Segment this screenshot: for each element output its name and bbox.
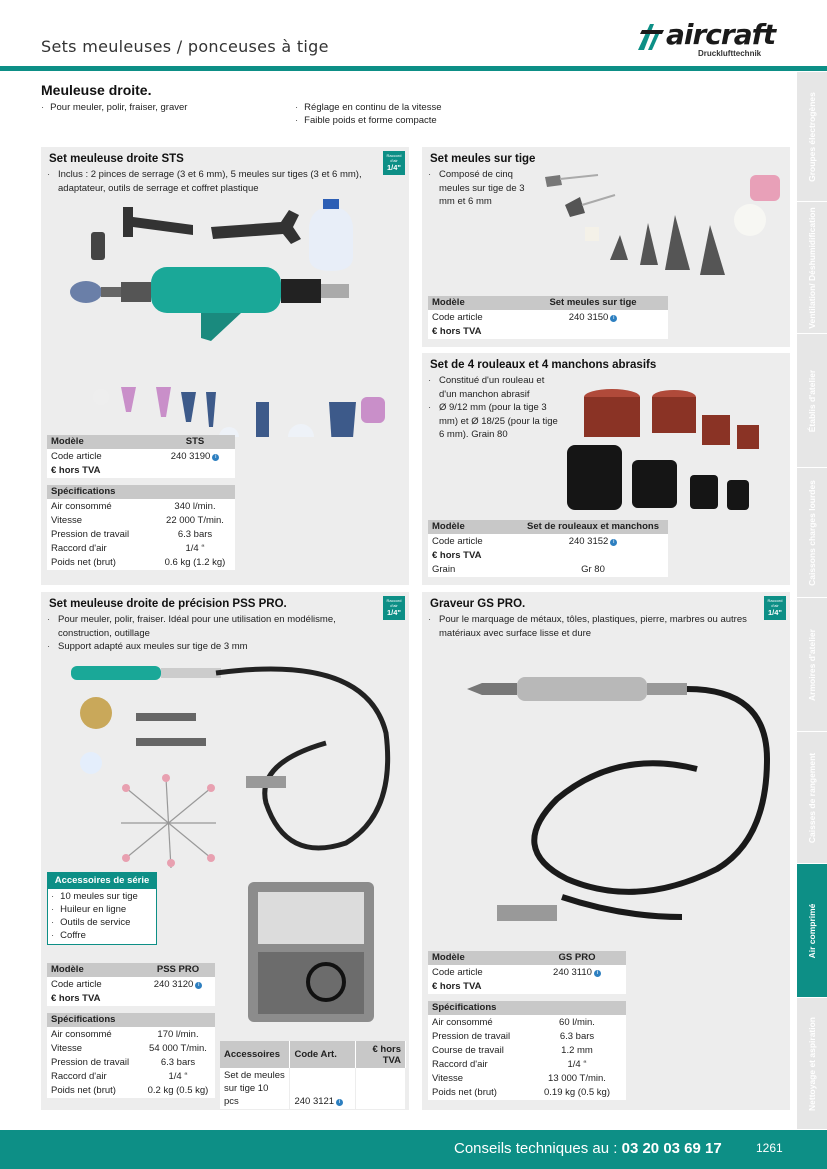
accessory-item: · Huileur en ligne	[51, 903, 153, 916]
accessories-box	[47, 872, 157, 945]
rouleaux-panel	[422, 353, 790, 585]
logo-mark-icon	[636, 22, 666, 52]
intro-right-list	[295, 101, 442, 127]
gs-table: Modèle GS PRO Code article 240 3110 i € hors TVA Spécifications Air consommé 60 l/min. Pression de travail 6.3 bars Course de travail 1.2 mm Raccord d'air 1/4 “ Vitesse 13 000 T/min. Poids net (brut) 0.19 kg (0.5 kg)	[428, 951, 626, 1100]
sts-title: Set meuleuse droite STS	[49, 153, 184, 165]
intro-bullet: · Pour meuler, polir, fraiser, graver	[41, 101, 187, 114]
page-footer	[0, 1130, 827, 1169]
gs-bullet: · Pour le marquage de métaux, tôles, plastiques, pierre, marbres ou autres matériaux avec surface lisse et dure	[428, 613, 758, 640]
pss-bullet: · Pour meuler, polir, fraiser. Idéal pour une utilisation en modélisme, construction, outillage	[47, 613, 347, 640]
pss-case-image	[246, 877, 376, 1027]
rouleaux-bullet: · Ø 9/12 mm (pour la tige 3 mm) et Ø 18/25 (pour la tige 6 mm). Grain 80	[428, 401, 563, 442]
sidebar-item-label: Ventilation/ Déshumidification	[807, 206, 817, 329]
meules-panel	[422, 147, 790, 347]
sidebar-item-nettoyage[interactable]	[797, 998, 827, 1130]
accessory-item: · 10 meules sur tige	[51, 890, 153, 903]
logo-subtitle: Drucklufttechnik	[698, 49, 762, 58]
air-connection-badge: Raccord d'air 1/4"	[764, 596, 786, 620]
meules-bullet: · Composé de cinq meules sur tige de 3 mm et 6 mm	[428, 168, 538, 209]
rouleaux-bullet: · Constitué d'un rouleau et d'un manchon abrasif	[428, 374, 563, 401]
rouleaux-description	[428, 374, 563, 442]
intro-bullet: · Faible poids et forme compacte	[295, 114, 442, 127]
info-icon[interactable]: i	[336, 1099, 343, 1106]
sts-bullet: · Inclus : 2 pinces de serrage (3 et 6 mm), 5 meules sur tiges (3 et 6 mm), adaptateur, outils de serrage et coffret plastique	[47, 168, 367, 195]
sidebar-item-label: Établis d'atelier	[807, 369, 817, 432]
sidebar-item-armoires[interactable]	[797, 598, 827, 732]
page-number: 1261	[756, 1141, 783, 1155]
sidebar-item-caisses[interactable]	[797, 732, 827, 864]
info-icon[interactable]: i	[610, 315, 617, 322]
sts-panel	[41, 147, 409, 585]
sidebar	[797, 72, 827, 1130]
pss-panel	[41, 592, 409, 1110]
sidebar-item-label: Caisses de rangement	[807, 752, 817, 843]
rouleaux-product-image	[562, 385, 787, 515]
accessories-box-title: Accessoires de série	[48, 873, 156, 889]
technical-advice-label: Conseils techniques au :	[454, 1140, 618, 1157]
sidebar-item-label: Nettoyage et aspiration	[807, 1016, 817, 1111]
sts-table: Modèle STS Code article 240 3190 i € hors TVA Spécifications Air consommé 340 l/min. Vitesse 22 000 T/min. Pression de travail 6.3 bars Raccord d'air 1/4 “ Poids net (brut) 0.6 kg (1.2 kg)	[47, 435, 235, 570]
gs-panel	[422, 592, 790, 1110]
pss-description	[47, 613, 347, 654]
sidebar-item-air-comprime[interactable]	[797, 864, 827, 998]
technical-advice	[454, 1140, 722, 1157]
meules-product-image	[540, 165, 785, 295]
gs-description	[428, 613, 758, 640]
sidebar-item-caissons[interactable]	[797, 468, 827, 598]
accessory-item: · Coffre	[51, 929, 153, 942]
logo-wordmark: aircraft	[666, 18, 776, 51]
sidebar-item-ventilation[interactable]	[797, 202, 827, 334]
meules-table: Modèle Set meules sur tige Code article 240 3150 i € hors TVA	[428, 296, 668, 339]
air-connection-badge: Raccord d'air 1/4"	[383, 596, 405, 620]
rouleaux-table: Modèle Set de rouleaux et manchons Code article 240 3152 i € hors TVA Grain Gr 80	[428, 520, 668, 577]
info-icon[interactable]: i	[594, 970, 601, 977]
meules-title: Set meules sur tige	[430, 153, 536, 165]
page-header	[0, 0, 827, 72]
pss-title: Set meuleuse droite de précision PSS PRO.	[49, 598, 287, 610]
sidebar-item-label: Armoires d'atelier	[807, 628, 817, 701]
meules-description	[428, 168, 538, 209]
info-icon[interactable]: i	[212, 454, 219, 461]
gs-title: Graveur GS PRO.	[430, 598, 526, 610]
sidebar-item-label: Caissons charges lourdes	[807, 479, 817, 586]
sidebar-item-etablis[interactable]	[797, 334, 827, 468]
sts-description	[47, 168, 367, 195]
header-rule	[0, 66, 827, 71]
info-icon[interactable]: i	[610, 539, 617, 546]
pss-product-image	[66, 658, 406, 868]
accessories-table: Accessoires Code Art. € hors TVA Set de meules sur tige 10 pcs 240 3121 i	[220, 1041, 406, 1109]
pss-table: Modèle PSS PRO Code article 240 3120 i € hors TVA Spécifications Air consommé 170 l/min. Vitesse 54 000 T/min. Pression de travail 6.3 bars Raccord d'air 1/4 “ Poids net (brut) 0.2 kg (0.5 kg)	[47, 963, 215, 1098]
sidebar-item-label: Groupes électrogènes	[807, 91, 817, 182]
sidebar-item-label: Air comprimé	[807, 903, 817, 958]
intro-left-list	[41, 101, 187, 114]
aircraft-logo	[636, 18, 801, 60]
air-connection-badge: Raccord d'air 1/4"	[383, 151, 405, 175]
info-icon[interactable]: i	[195, 982, 202, 989]
gs-product-image	[462, 667, 782, 937]
pss-bullet: · Support adapté aux meules sur tige de 3 mm	[47, 640, 347, 654]
phone-number[interactable]: 03 20 03 69 17	[621, 1140, 722, 1157]
page-title: Sets meuleuses / ponceuses à tige	[41, 37, 329, 56]
section-title: Meuleuse droite.	[41, 82, 152, 98]
rouleaux-title: Set de 4 rouleaux et 4 manchons abrasifs	[430, 359, 657, 371]
sts-product-image	[61, 197, 401, 437]
sidebar-item-groupes[interactable]	[797, 72, 827, 202]
accessory-item: · Outils de service	[51, 916, 153, 929]
intro-bullet: · Réglage en continu de la vitesse	[295, 101, 442, 114]
